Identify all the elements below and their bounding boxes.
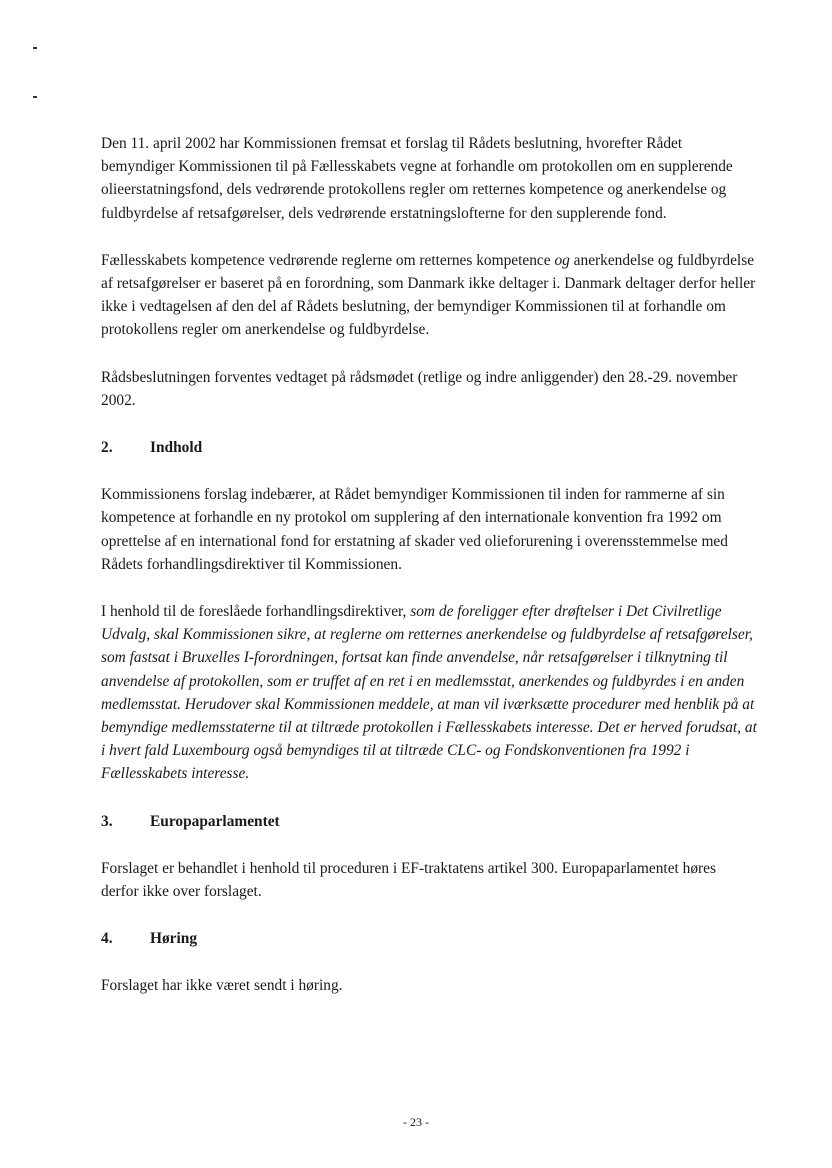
scan-mark	[33, 96, 37, 98]
paragraph-intro: Den 11. april 2002 har Kommissionen fremsat et forslag til Rådets beslutning, hvorefter Rådet bemyndiger Kommissionen til på Fællesskabets vegne at forhandle om protokollen om en supplerende olieerstatningsfond, dels vedrørende protokollens regler om retternes kompetence og anerkendelse og fuldbyrdelse af retsafgørelser, dels vedrørende erstatningslofterne for den supplerende fond.	[101, 135, 733, 222]
section-title: Høring	[150, 930, 198, 948]
scan-mark	[33, 47, 37, 49]
paragraph-competence	[101, 249, 757, 342]
text-run: Fællesskabets kompetence vedrørende reglerne om retternes kompetence	[101, 251, 555, 269]
text-run: I henhold til de foreslåede forhandlingsdirektiver,	[101, 603, 411, 621]
section-title: Europaparlamentet	[150, 812, 280, 830]
document-body	[101, 132, 757, 1022]
paragraph-parliament: Forslaget er behandlet i henhold til proceduren i EF-traktatens artikel 300. Europaparlamentet høres derfor ikke over forslaget.	[101, 859, 716, 901]
section-heading-europaparlamentet	[101, 810, 757, 833]
emphasis-text: som de foreligger efter drøftelser i Det Civilretlige Udvalg, skal Kommissionen sikre, at reglerne om retternes anerkendelse og fuldbyrdelse af retsafgørelser, som fastsat i Bruxelles I-forordningen, fortsat kan finde anvendelse, når retsafgørelser i tilknytning til anvendelse af protokollen, som er truffet af en ret i en medlemsstat, anerkendes og fuldbyrdes i en anden medlemsstat. Herudover skal Kommissionen meddele, at man vil iværksætte procedurer med henblik på at bemyndige medlemsstaterne til at tiltræde protokollen i Fællesskabets interesse. Det er herved forudsat, at i hvert fald Luxembourg også bemyndiges til at tiltræde CLC- og Fondskonventionen fra 1992 i Fællesskabets interesse.	[101, 603, 757, 783]
paragraph-consultation: Forslaget har ikke været sendt i høring.	[101, 977, 343, 995]
paragraph-directives	[101, 600, 757, 786]
section-number: 4.	[101, 930, 113, 948]
paragraph-proposal: Kommissionens forslag indebærer, at Rådet bemyndiger Kommissionen til inden for rammerne af sin kompetence at forhandle en ny protokol om supplering af den internationale konvention fra 1992 om oprettelse af en international fond for erstatning af skader ved olieforurening i overensstemmelse med Rådets forhandlingsdirektiver til Kommissionen.	[101, 486, 728, 573]
section-title: Indhold	[150, 439, 203, 457]
section-heading-indhold	[101, 436, 757, 459]
section-heading-horing	[101, 927, 757, 950]
section-number: 2.	[101, 439, 113, 457]
paragraph-adoption: Rådsbeslutningen forventes vedtaget på rådsmødet (retlige og indre anliggender) den 28.-29. november 2002.	[101, 368, 738, 409]
emphasis-text: og	[554, 251, 570, 269]
page-number: - 23 -	[403, 1115, 429, 1129]
text-run: anerkendelse og fuldbyrdelse af retsafgørelser er baseret på en forordning, som Danmark ikke deltager i. Danmark deltager derfor heller ikke i vedtagelsen af den del af Rådets beslutning, der bemyndiger Kommissionen til at forhandle om protokollens regler om anerkendelse og fuldbyrdelse.	[101, 251, 756, 339]
section-number: 3.	[101, 812, 113, 830]
